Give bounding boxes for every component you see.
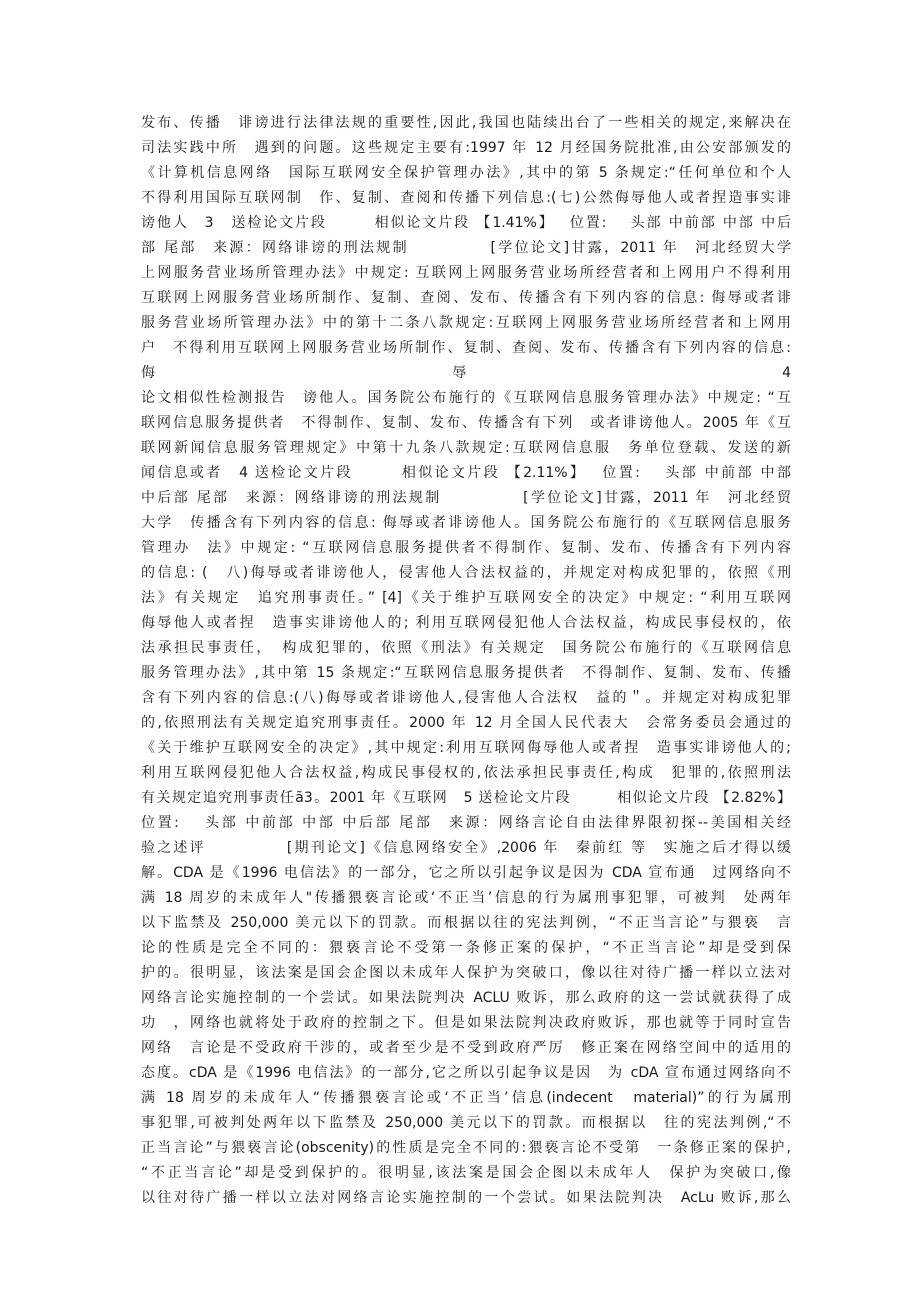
text-line: 的信息: ( 八)侮辱或者诽谤他人，侵害他人合法权益的，并规定对构成犯罪的，依照《刑: [141, 565, 791, 581]
text-line: 法承担民事责任， 构成犯罪的，依照《刑法》有关规定 国务院公布施行的《互联网信息: [141, 640, 791, 656]
text-line: 态度。cDA 是《1996 电信法》的一部分,它之所以引起争议是因 为 cDA 宣布通过网络向不: [141, 1065, 791, 1081]
text-line: 不得利用国际互联网制 作、复制、查阅和传播下列信息:(七)公然侮辱他人或者捏造事实诽: [141, 190, 791, 206]
text-line: 侮辱他人或者捏 造事实诽谤他人的; 利用互联网侵犯他人合法权益，构成民事侵权的，依: [141, 615, 791, 631]
text-line: 联网信息服务提供者 不得制作、复制、发布、传播含有下列 或者诽谤他人。2005 年《互: [141, 415, 791, 431]
text-line: 联网新闻信息服务管理规定》中第十九条八款规定:互联网信息服 务单位登载、发送的新: [141, 440, 791, 456]
text-line: 管理办 法》中规定: “互联网信息服务提供者不得制作、复制、发布、传播含有下列内容: [141, 540, 791, 556]
text-line: 谤他人 3 送检论文片段 相似论文片段 【1.41%】 位置: 头部 中前部 中部 中后: [141, 215, 791, 231]
text-line: 发布、传播 诽谤进行法律法规的重要性,因此,我国也陆续出台了一些相关的规定,来解决在: [141, 115, 791, 131]
text-line: 服务管理办法》,其中第 15 条规定:“互联网信息服务提供者 不得制作、复制、发布、传播: [141, 665, 791, 681]
text-line: 的,依照刑法有关规定追究刑事责任。2000 年 12 月全国人民代表大 会常务委员会通过的: [141, 715, 791, 731]
text-line: 以往对待广播一样以立法对网络言论实施控制的一个尝试。如果法院判决 AcLu 败诉,那么: [141, 1190, 791, 1206]
text-line: 论的性质是完全不同的：猥亵言论不受第一条修正案的保护，“不正当言论”却是受到保: [141, 940, 791, 956]
text-line: 功 ，网络也就将处于政府的控制之下。但是如果法院判决政府败诉，那也就等于同时宣告: [141, 1015, 791, 1031]
text-line: 事犯罪,可被判处两年以下监禁及 250,000 美元以下的罚款。而根据以 往的宪法判例,“不: [141, 1115, 791, 1131]
text-line: 《计算机信息网络 国际互联网安全保护管理办法》,其中的第 5 条规定:“任何单位和个人: [141, 165, 791, 181]
text-line: 闻信息或者 4 送检论文片段 相似论文片段 【2.11%】 位置: 头部 中前部 中部: [141, 465, 791, 481]
text-line: 互联网上网服务营业场所制作、复制、查阅、发布、传播含有下列内容的信息: 侮辱或者诽: [141, 290, 791, 306]
text-line: 验之述评 [期刊论文]《信息网络安全》,2006 年 秦前红 等 实施之后才得以缓: [141, 840, 791, 856]
text-line: 服务营业场所管理办法》中的第十二条八款规定:互联网上网服务营业场所经营者和上网用: [141, 315, 791, 331]
text-line: 含有下列内容的信息:(八)侮辱或者诽谤他人,侵害他人合法权 益的＂。并规定对构成犯罪: [141, 690, 791, 706]
text-line: 以下监禁及 250,000 美元以下的罚款。而根据以往的宪法判例，“不正当言论”与猥亵 言: [141, 915, 791, 931]
text-line: 《关于维护互联网安全的决定》,其中规定:利用互联网侮辱他人或者捏 造事实诽谤他人的;: [141, 740, 791, 756]
text-line: 正当言论”与猥亵言论(obscenity)的性质是完全不同的:猥亵言论不受第 一条修正案的保护,: [141, 1140, 791, 1156]
text-line: 网络 言论是不受政府干涉的，或者至少是不受到政府严厉 修正案在网络空间中的适用的: [141, 1040, 791, 1056]
text-line: 网络言论实施控制的一个尝试。如果法院判决 ACLU 败诉，那么政府的这一尝试就获得了成: [141, 990, 791, 1006]
text-line: 有关规定追究刑事责任ã3。2001 年《互联网 5 送检论文片段 相似论文片段 【2.82%】: [141, 790, 791, 806]
text-line: 法》有关规定 追究刑事责任。” [4]《关于维护互联网安全的决定》中规定: “利用互联网: [141, 590, 791, 606]
text-line: 部 尾部 来源：网络诽谤的刑法规制 [学位论文]甘露，2011 年 河北经贸大学: [141, 240, 791, 256]
text-line: 司法实践中所 遇到的问题。这些规定主要有:1997 年 12 月经国务院批准,由公安部颁发的: [141, 140, 791, 156]
text-line: 满 18 周岁的未成年人“传播猥亵言论或‘不正当’信息(indecent material)”的行为属刑: [141, 1090, 791, 1106]
text-line: 解。CDA 是《1996 电信法》的一部分，它之所以引起争议是因为 CDA 宣布通 过网络向不: [141, 865, 791, 881]
text-line: 大学 传播含有下列内容的信息: 侮辱或者诽谤他人。国务院公布施行的《互联网信息服务: [141, 515, 791, 531]
text-line: 满 18 周岁的未成年人"传播猥亵言论或‘不正当’信息的行为属刑事犯罪，可被判 处两年: [141, 890, 791, 906]
text-line: 论文相似性检测报告 谤他人。国务院公布施行的《互联网信息服务管理办法》中规定: “互: [141, 390, 791, 406]
text-line: 利用互联网侵犯他人合法权益,构成民事侵权的,依法承担民事责任,构成 犯罪的,依照刑法: [141, 765, 791, 781]
text-line: 户 不得利用互联网上网服务营业场所制作、复制、查阅、发布、传播含有下列内容的信息:: [141, 340, 791, 356]
text-line: “不正当言论”却是受到保护的。很明显,该法案是国会企图以未成年人 保护为突破口,像: [141, 1165, 791, 1181]
text-line: 上网服务营业场所管理办法》中规定: 互联网上网服务营业场所经营者和上网用户不得利用: [141, 265, 791, 281]
text-line: 侮 辱 4: [141, 365, 791, 381]
text-line: 中后部 尾部 来源：网络诽谤的刑法规制 [学位论文]甘露，2011 年 河北经贸: [141, 490, 791, 506]
text-line: 护的。很明显，该法案是国会企图以未成年人保护为突破口，像以往对待广播一样以立法对: [141, 965, 791, 981]
text-line: 位置: 头部 中前部 中部 中后部 尾部 来源：网络言论自由法律界限初探--美国相关经: [141, 815, 791, 831]
